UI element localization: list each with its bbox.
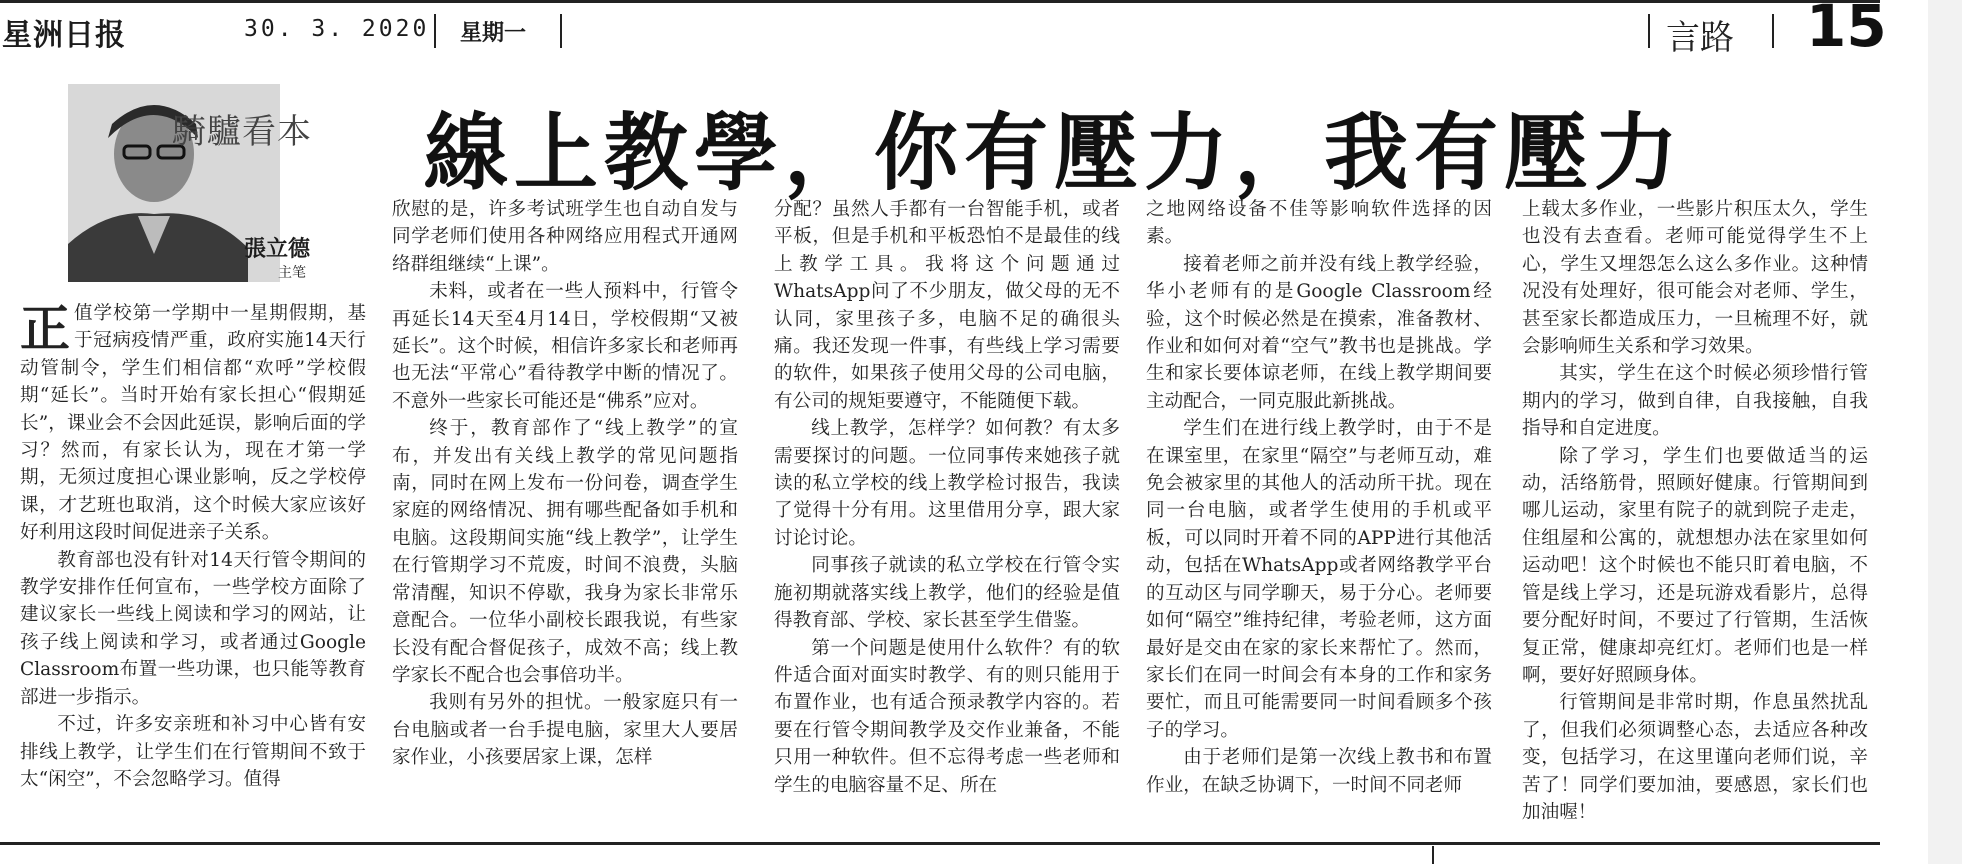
divider bbox=[1772, 14, 1774, 48]
author-name: 張立德 bbox=[244, 237, 311, 262]
divider bbox=[434, 14, 436, 48]
column-name: 騎驢看本 bbox=[172, 112, 312, 152]
issue-date: 30. 3. 2020 bbox=[244, 16, 430, 42]
paragraph: 之地网络设备不佳等影响软件选择的因素。 bbox=[1146, 199, 1492, 248]
article-column-2 bbox=[392, 196, 738, 772]
paragraph: 除了学习，学生们也要做适当的运动，活络筋骨，照顾好健康。行管期间到哪儿运动，家里有院子的就到院子走走，住组屋和公寓的，就想想办法在家里如何运动吧！这个时候也不能只盯着电脑，不管是线上学习，还是玩游戏看影片，总得要分配好时间，不要过了行管期，生活恢复正常，健康却亮红灯。老师们也是一样啊，要好好照顾身体。 bbox=[1522, 445, 1868, 686]
page-number: 15 bbox=[1806, 0, 1887, 60]
article-headline: 線上教學，你有壓力，我有壓力 bbox=[424, 103, 1685, 202]
masthead: 星洲日报 bbox=[2, 18, 126, 53]
article-column-3 bbox=[774, 196, 1120, 799]
author-role: 主笔 bbox=[278, 265, 306, 281]
paragraph: 由于老师们是第一次线上教书和布置作业，在缺乏协调下，一时间不同老师 bbox=[1146, 747, 1492, 796]
paragraph: 行管期间是非常时期，作息虽然扰乱了，但我们必须调整心态，去适应各种改变，包括学习，在这里谨向老师们说，辛苦了！同学们要加油，要感恩，家长们也加油喔！ bbox=[1522, 692, 1868, 823]
paragraph: 同事孩子就读的私立学校在行管令实施初期就落实线上教学，他们的经验是值得教育部、学校、家长甚至学生借鉴。 bbox=[774, 555, 1120, 632]
article-column-4 bbox=[1146, 196, 1492, 799]
issue-weekday: 星期一 bbox=[460, 21, 527, 46]
paragraph: 教育部也没有针对14天行管令期间的教学安排作任何宣布，一些学校方面除了建议家长一些线上阅读和学习的网站，让孩子线上阅读和学习，或者通过Google Classroom布置一些功课，也只能等教育部进一步指示。 bbox=[20, 549, 366, 708]
paragraph: 终于，教育部作了“线上教学”的宣布，并发出有关线上教学的常见问题指南，同时在网上发布一份问卷，调查学生家庭的网络情况、拥有哪些配备如手机和电脑。这段期间实施“线上教学”，让学生在行管期学习不荒废，时间不浪费，头脑常清醒，知识不停歇，我身为家长非常乐意配合。一位华小副校长跟我说，有些家长没有配合督促孩子，成效不高；线上教学家长不配合也会事倍功半。 bbox=[392, 418, 738, 686]
paragraph: 分配？虽然人手都有一台智能手机，或者平板，但是手机和平板恐怕不是最佳的线上教学工具。我将这个问题通过WhatsApp问了不少朋友，做父母的无不认同，家里孩子多，电脑不足的确很头痛。我还发现一件事，有些线上学习需要的软件，如果孩子使用父母的公司电脑，有公司的规矩要遵守，不能随便下载。 bbox=[774, 199, 1120, 412]
paragraph: 第一个问题是使用什么软件？有的软件适合面对面实时教学、有的则只能用于布置作业，也有适合预录教学内容的。若要在行管令期间教学及交作业兼备，不能只用一种软件。但不忘得考虑一些老师和学生的电脑容量不足、所在 bbox=[774, 637, 1120, 796]
paragraph: 不过，许多安亲班和补习中心皆有安排线上教学，让学生们在行管期间不致于太“闲空”，不会忽略学习。值得 bbox=[20, 714, 366, 790]
article-column-1 bbox=[20, 300, 366, 793]
drop-cap: 正 bbox=[20, 299, 70, 358]
divider bbox=[1432, 846, 1434, 864]
paragraph bbox=[20, 300, 366, 547]
paragraph-text: 值学校第一学期中一星期假期，基于冠病疫情严重，政府实施14天行动管制令，学生们相信都“欢呼”学校假期“延长”。当时开始有家长担心“假期延长”，课业会不会因此延误，影响后面的学习？然而，有家长认为，现在才第一学期，无须过度担心课业影响，反之学校停课，才艺班也取消，这个时候大家应该好好利用这段时间促进亲子关系。 bbox=[20, 303, 366, 544]
paragraph: 接着老师之前并没有线上教学经验，华小老师有的是Google Classroom经验，这个时候必然是在摸索，准备教材、作业和如何对着“空气”教书也是挑战。学生和家长要体谅老师，在线上教学期间要主动配合，一同克服此新挑战。 bbox=[1146, 253, 1492, 412]
paragraph: 我则有另外的担忧。一般家庭只有一台电脑或者一台手提电脑，家里大人要居家作业，小孩要居家上课，怎样 bbox=[392, 692, 738, 769]
paragraph: 欣慰的是，许多考试班学生也自动自发与同学老师们使用各种网络应用程式开通网络群组继续“上课”。 bbox=[392, 199, 738, 275]
divider bbox=[1648, 14, 1650, 48]
paragraph: 其实，学生在这个时候必须珍惜行管期内的学习，做到自律，自我接触，自我指导和自定进度。 bbox=[1522, 363, 1868, 440]
paragraph: 未料，或者在一些人预料中，行管令再延长14天至4月14日，学校假期“又被延长”。这个时候，相信许多家长和老师再也无法“平常心”看待教学中断的情况了。不意外一些家长可能还是“佛系”应对。 bbox=[392, 281, 738, 412]
bottom-rule bbox=[0, 842, 1880, 845]
section-title: 言路 bbox=[1666, 18, 1734, 58]
paragraph: 学生们在进行线上教学时，由于不是在课室里，在家里“隔空”与老师互动，难免会被家里的其他人的活动所干扰。现在同一台电脑，或者学生使用的手机或平板，可以同时开着不同的APP进行其他活动，包括在WhatsApp或者网络教学平台的互动区与同学聊天，易于分心。老师要如何“隔空”维持纪律，考验老师，这方面最好是交由在家的家长来帮忙了。然而，家长们在同一时间会有本身的工作和家务要忙，而且可能需要同一时间看顾多个孩子的学习。 bbox=[1146, 418, 1492, 741]
page-edge bbox=[1928, 0, 1962, 864]
top-rule bbox=[0, 0, 1880, 3]
columnist-box bbox=[68, 84, 320, 282]
paragraph: 线上教学，怎样学？如何教？有太多需要探讨的问题。一位同事传来她孩子就读的私立学校的线上教学检讨报告，我读了觉得十分有用。这里借用分享，跟大家讨论讨论。 bbox=[774, 418, 1120, 549]
article-column-5 bbox=[1522, 196, 1868, 826]
divider bbox=[560, 14, 562, 48]
paragraph: 上载太多作业，一些影片积压太久，学生也没有去查看。老师可能觉得学生不上心，学生又埋怨怎么这么多作业。这种情况没有处理好，很可能会对老师、学生，甚至家长都造成压力，一旦梳理不好，就会影响师生关系和学习效果。 bbox=[1522, 199, 1868, 358]
